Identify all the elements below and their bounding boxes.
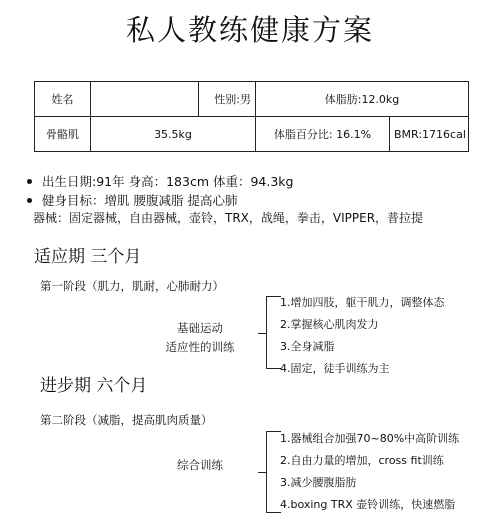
profile-bullet-list <box>18 172 293 210</box>
phase2-label: 综合训练 <box>177 458 223 472</box>
bullet-icon <box>27 198 32 203</box>
list-item: 3.减少腰腹脂肪 <box>280 476 357 489</box>
info-row-1 <box>35 82 469 117</box>
list-item: 4.固定，徒手训练为主 <box>280 362 390 375</box>
equipment-line: 器械：固定器械，自由器械，壶铃，TRX，战绳，拳击，VIPPER，普拉提 <box>33 211 424 225</box>
page-title: 私人教练健康方案 <box>125 13 374 47</box>
phase1-heading: 适应期 三个月 <box>34 247 142 267</box>
list-item: 3.全身减脂 <box>280 340 335 353</box>
bullet-icon <box>27 179 32 184</box>
list-item: 2.自由力量的增加，cross fit训练 <box>280 454 444 467</box>
bmr-cell: BMR:1716cal <box>390 117 469 152</box>
phase2-heading: 进步期 六个月 <box>40 376 148 396</box>
list-item: 1.增加四肢，躯干肌力，调整体态 <box>280 296 445 309</box>
phase1-brace <box>266 296 281 369</box>
phase2-items <box>280 428 459 516</box>
skeletal-muscle-value: 35.5kg <box>91 117 256 152</box>
phase2-stage: 第二阶段（减脂，提高肌肉质量） <box>40 413 213 427</box>
list-item: 健身目标：增肌 腰腹减脂 提高心肺 <box>18 191 293 210</box>
body-fat-cell: 体脂肪:12.0kg <box>256 82 469 117</box>
phase1-label: 基础运动 适应性的训练 <box>165 321 235 354</box>
list-item: 4.boxing TRX 壶铃训练，快速燃脂 <box>280 498 456 511</box>
gender-cell: 性别:男 <box>199 82 256 117</box>
list-item: 出生日期:91年 身高：183cm 体重：94.3kg <box>18 172 293 191</box>
body-fat-percent-cell: 体脂百分比: 16.1% <box>256 117 390 152</box>
phase1-stage: 第一阶段（肌力，肌耐，心肺耐力） <box>40 279 224 293</box>
name-label: 姓名 <box>35 82 91 117</box>
phase2-brace <box>266 431 281 513</box>
list-item: 2.掌握核心肌肉发力 <box>280 318 379 331</box>
name-value <box>91 82 199 117</box>
info-table <box>34 81 469 152</box>
list-item: 1.器械组合加强70~80%中高阶训练 <box>280 432 460 445</box>
info-row-2 <box>35 117 469 152</box>
skeletal-muscle-label: 骨骼肌 <box>35 117 91 152</box>
phase1-items <box>280 292 445 380</box>
